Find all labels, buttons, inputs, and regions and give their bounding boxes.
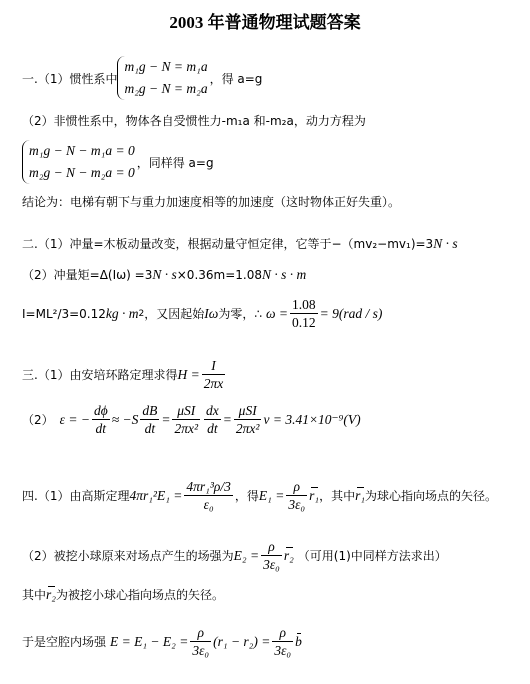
q2-line3-w: ω = [265, 305, 288, 321]
q2-line1 [22, 235, 458, 252]
q2-frac-num: 1.08 [291, 297, 316, 312]
q4-frac2-num: ρ [286, 478, 307, 496]
q4-l1-c: ，得 [234, 489, 259, 503]
q4-l1-d: ，其中 [319, 489, 356, 503]
q4-l3-a: 其中 [22, 588, 47, 602]
q3-frac5-den: 2πx² [235, 421, 260, 436]
q2-line3-c: 为零，∴ [218, 307, 262, 321]
q2-line3-b: ，又因起始 [144, 307, 205, 321]
q3-H-fraction [202, 357, 226, 392]
q1-label: 一.（1）惯性系中 [22, 71, 118, 86]
q2-line3-kg: kg · m [105, 305, 139, 321]
q2-line2-mid2: ×0.36m=1.08 [176, 267, 262, 282]
q4-frac3-den: 3ε₀ [263, 557, 280, 572]
q4-l1-e: 为球心指向场点的矢径。 [365, 489, 498, 503]
q4-frac4-num: ρ [190, 624, 211, 642]
q1-eq3: m₁g − N − m₁a = 0 [29, 143, 135, 158]
q3-frac2-den: dt [144, 421, 156, 436]
q3-eq2: = [222, 411, 232, 427]
q2-line2-mid: N · s [152, 266, 177, 282]
q3-frac4-num: dx [206, 403, 219, 418]
q4-frac3 [261, 538, 282, 573]
q3-H: H = [177, 366, 200, 382]
q1-result: ，得 a=g [209, 71, 263, 86]
q2-line3-iw: Iω [204, 305, 219, 321]
q4-l3-r: r₂ [46, 586, 56, 602]
q4-l1-r: r₁ [309, 487, 320, 503]
q4-l2-E: E₂ = [233, 547, 260, 563]
q3-frac1-den: dt [95, 421, 107, 436]
q4-frac3-num: ρ [261, 538, 282, 556]
q4-l4-a: 于是空腔内场强 [22, 635, 107, 649]
q3-frac1 [92, 402, 110, 437]
q4-l1-E: E₁ = [258, 487, 285, 503]
q4-frac2-den: 3ε₀ [288, 497, 306, 512]
q4-frac1 [184, 478, 233, 513]
q3-tail: v = 3.41×10⁻⁹(V) [263, 411, 361, 427]
q3-line1-text: 三.（1）由安培环路定理求得 [22, 368, 178, 382]
q4-l2-a: （2）被挖小球原来对场点产生的场强为 [22, 549, 234, 563]
q3-frac4-den: dt [207, 421, 218, 436]
q4-line1 [22, 478, 497, 513]
q2-line2-unit: N · s · m [262, 266, 307, 282]
q1-eq2: m₂g − N = m₂a [124, 81, 208, 96]
q2-line2-text: （2）冲量矩=Δ(Iω) =3 [22, 268, 153, 282]
q4-line2 [22, 538, 447, 573]
q4-line4 [22, 624, 302, 659]
q4-l2-r: r₂ [283, 547, 294, 563]
q3-line1 [22, 357, 227, 392]
q4-frac5-den: 3ε₀ [274, 643, 292, 658]
q2-line3: I=ML²/3=0.12 kg · m 2 ，又因起始 Iω 为零，∴ ω = $\frac{1.08}{0.12}$ = 9(rad / s) [22, 297, 383, 330]
q4-frac4-den: 3ε₀ [192, 643, 210, 658]
q1-line1 [22, 56, 262, 100]
q4-frac2 [286, 478, 307, 513]
q1-line2 [22, 140, 214, 184]
q4-l2-b: （可用(1)中同样方法求出） [297, 549, 447, 563]
q1-eq1: m₁g − N = m₁a [124, 59, 208, 74]
q3-frac4 [204, 402, 221, 437]
q3-frac3-den: 2πx² [174, 421, 199, 436]
q4-frac5-num: ρ [272, 624, 293, 642]
q3-line2 [22, 402, 361, 437]
q3-eps: ε = − [59, 411, 90, 427]
q2-line3-result: = 9(rad / s) [319, 305, 383, 321]
q3-frac3-num: μSI [172, 402, 200, 420]
q4-l1-r2: r₁ [355, 487, 366, 503]
q3-approx: ≈ −S [111, 411, 139, 427]
q4-l4-b: b [295, 633, 302, 649]
q1-part2-text: （2）非惯性系中，物体各自受惯性力-m₁a 和-m₂a，动力方程为 [22, 114, 366, 128]
q1-result2: ，同样得 a=g [136, 155, 214, 170]
q3-H-num: I [202, 357, 226, 375]
q3-eq: = [161, 411, 171, 427]
q1-eq4: m₂g − N − m₂a = 0 [29, 165, 135, 180]
q2-frac-den: 0.12 [291, 315, 316, 330]
page-title: 2003 年普通物理试题答案 [169, 13, 361, 32]
q4-line3 [22, 586, 224, 603]
q4-l1-a: 四.（1）由高斯定理 [22, 489, 130, 503]
q3-frac3 [172, 402, 200, 437]
q4-l4-mid: (r₁ − r₂) = [213, 633, 271, 649]
q3-frac2-num: dB [142, 403, 158, 418]
q3-frac2 [140, 402, 159, 437]
q4-l4-E: E = E₁ − E₂ = [110, 633, 189, 649]
q2-line3-a: I=ML²/3=0.12 [22, 306, 106, 321]
q4-frac1-den: ε₀ [203, 497, 214, 512]
q4-frac5 [272, 624, 293, 659]
q4-frac1-num: 4πr₁³ρ/3 [186, 479, 231, 494]
q4-l1-b: 4πr₁²E₁ = [129, 487, 183, 503]
q4-frac4 [190, 624, 211, 659]
q2-line1-text: 二.（1）冲量=木板动量改变，根据动量守恒定律，它等于−（mv₂−mv₁)=3 [22, 237, 434, 251]
q2-fraction [290, 296, 318, 331]
q3-frac1-num: dϕ [93, 403, 108, 418]
q1-conclusion: 结论为：电梯有朝下与重力加速度相等的加速度（这时物体正好失重）。 [22, 195, 401, 209]
q2-line1-unit: N · s [433, 235, 458, 251]
q4-l3-b: 为被挖小球心指向场点的矢径。 [55, 588, 224, 602]
q1-system [117, 56, 207, 100]
q3-H-den: 2πx [203, 376, 224, 391]
q1-system2 [22, 140, 135, 184]
q3-frac5-num: μSI [234, 402, 262, 420]
q3-line2-label: （2） [22, 413, 54, 427]
q3-frac5 [234, 402, 262, 437]
q2-line2 [22, 266, 306, 283]
